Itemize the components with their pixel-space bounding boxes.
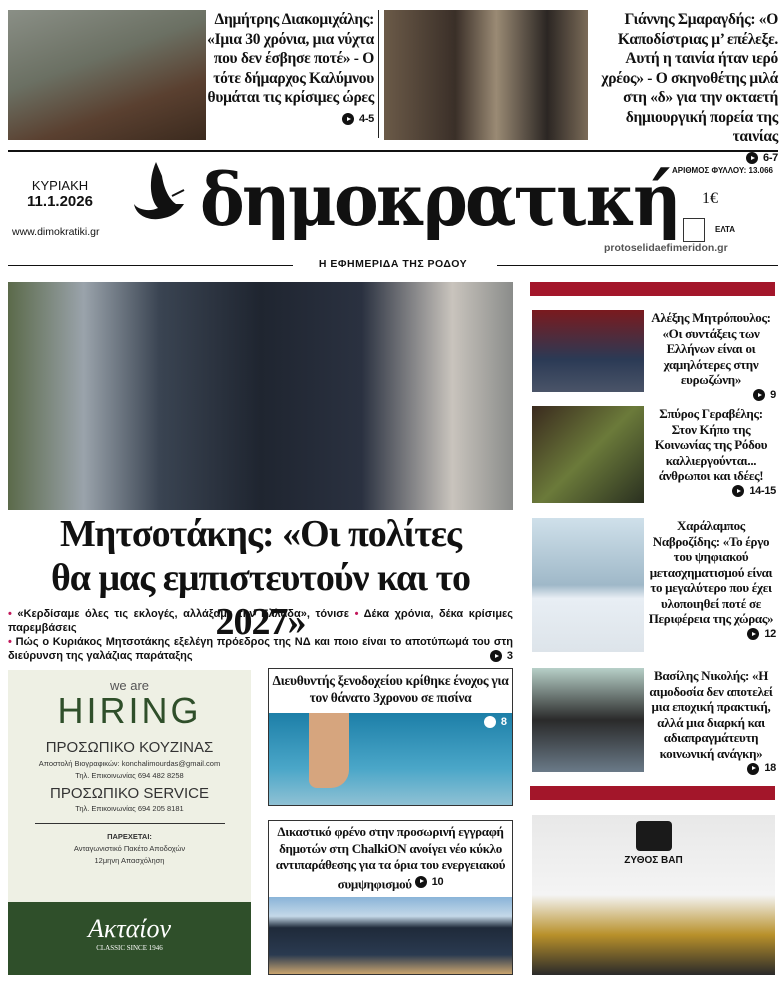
page-ref: 3	[490, 649, 513, 663]
tagline: Η ΕΦΗΜΕΡΙΔΑ ΤΗΣ ΡΟΔΟΥ	[318, 258, 468, 270]
arrow-icon	[415, 876, 427, 888]
mid-story-2[interactable]: Δικαστικό φρένο στην προσωρινή εγγραφή δημοτών στη ChalkiON ανοίγει νέο κύκλο αντιπαράθεσης για τα όρια του ενεργειακού συμψηφισμού 10	[268, 820, 513, 975]
lead-bullets: • «Κερδίσαμε όλες τις εκλογές, αλλάξαμε την Ελλάδα», τόνισε • Δέκα χρόνια, δέκα κρίσιμες παρεμβάσεις • Πώς ο Κυριάκος Μητσοτάκης εξελέγη πρόεδρος της ΝΔ και ποιο είναι το αποτύπωμά του στη διεύρυνση της γαλάζιας παράταξης 3	[8, 608, 513, 662]
newspaper-title: δημοκρατική	[200, 157, 679, 242]
top-story-1-text: Δημήτρης Διακομιχάλης: «Ιμια 30 χρόνια, μια νύχτα που δεν έσβησε ποτέ» - Ο τότε δήμαρχος Καλύμνου θυμάται τις κρίσιμες ώρες	[207, 11, 374, 106]
red-bar	[530, 786, 775, 800]
arrow-icon	[484, 716, 496, 728]
headline-line-2: θα μας εμπιστευτούν και το 2027»	[50, 557, 471, 643]
rule	[8, 265, 293, 266]
arrow-icon	[746, 152, 758, 164]
page-ref: 6-7	[746, 149, 778, 169]
rule	[497, 265, 778, 266]
arrow-icon	[747, 628, 759, 640]
side-story-4[interactable]: Βασίλης Νικολής: «Η αιμοδοσία δεν αποτελεί μια εποχική πρακτική, αλλά μια διαρκή και αδιαπραγμάτευτη κοινωνική ανάγκη» 18	[649, 668, 776, 774]
top-story-2-photo	[384, 10, 588, 140]
dove-logo-icon	[130, 160, 190, 230]
website[interactable]: www.dimokratiki.gr	[12, 226, 100, 238]
top-story-2-text: Γιάννης Σμαραγδής: «Ο Καποδίστριας μ’ επέλεξε. Αυτή η ταινία ήταν ιερό χρέος» - Ο σκηνοθέτης μιλά στη «δ» για την οκταετή δημιουργική πορεία της ταινίας	[601, 11, 778, 145]
divider	[378, 10, 379, 138]
issue-number: ΑΡΙΘΜΟΣ ΦΥΛΛΟΥ: 13.066	[672, 166, 773, 175]
headline-line-1: Μητσοτάκης: «Οι πολίτες	[59, 513, 462, 555]
page-ref: 4-5	[342, 110, 374, 130]
day: ΚΥΡΙΑΚΗ	[31, 178, 89, 193]
red-bar	[530, 282, 775, 296]
top-story-1[interactable]	[206, 10, 374, 131]
side-story-1-photo	[532, 310, 644, 392]
mid-story-1-photo	[269, 713, 512, 805]
hiring-ad[interactable]: we are HIRING ΠΡΟΣΩΠΙΚΟ ΚΟΥΖΙΝΑΣ Αποστολή Βιογραφικών: konchalimourdas@gmail.com Τηλ. Επικοινωνίας 694 482 8258 ΠΡΟΣΩΠΙΚΟ SERVICE Τηλ. Επικοινωνίας 694 205 8181 ΠΑΡΕΧΕΤΑΙ: Ανταγωνιστικό Πακέτο Αποδοχών 12μηνη Απασχόληση Ακταίον CLASSIC SINCE 1946	[8, 670, 251, 975]
beer-logo-icon	[636, 821, 672, 851]
arrow-icon	[747, 763, 759, 775]
side-story-3[interactable]: Χαράλαμπος Ναβροζίδης: «Το έργο του ψηφιακού μετασχηματισμού είναι το μεγαλύτερο που έχει υλοποιηθεί ποτέ σε Περιφέρεια της χώρας» 12	[648, 518, 776, 640]
side-story-2-photo	[532, 406, 644, 503]
top-story-1-photo	[8, 10, 206, 140]
mid-story-1[interactable]: Διευθυντής ξενοδοχείου κρίθηκε ένοχος για τον θάνατο 3χρονου σε πισίνα 8	[268, 668, 513, 806]
side-story-4-photo	[532, 668, 644, 772]
price: 1€	[702, 190, 718, 207]
barcode-box	[683, 218, 705, 242]
arrow-icon	[753, 389, 765, 401]
top-story-2[interactable]	[588, 10, 778, 170]
side-story-1[interactable]: Αλέξης Μητρόπουλος: «Οι συντάξεις των Ελλήνων είναι οι χαμηλότερες στην ευρωζώνη» 9	[651, 310, 776, 401]
lead-photo	[8, 282, 513, 510]
mid-story-2-photo	[269, 897, 512, 974]
date: 11.1.2026	[27, 193, 93, 210]
arrow-icon	[732, 485, 744, 497]
page-ref: 10	[415, 874, 444, 891]
side-story-3-photo	[532, 518, 644, 652]
arrow-icon	[490, 650, 502, 662]
date-block	[10, 178, 110, 210]
arrow-icon	[342, 113, 354, 125]
source-watermark: protoselidaefimeridon.gr	[604, 242, 728, 254]
beer-brand: ΖΥΘΟΣ ΒΑΠ	[624, 855, 683, 866]
aktaion-logo: Ακταίον	[87, 914, 172, 943]
page-ref: 8	[484, 716, 507, 728]
beer-ad[interactable]	[532, 815, 775, 975]
side-story-2[interactable]: Σπύρος Γεραβέλης: Στον Κήπο της Κοινωνίας της Ρόδου καλλιεργούνται... άνθρωποι και ιδέες! 14-15	[654, 406, 776, 497]
elta-logo: ΕΛΤΑ	[715, 225, 736, 234]
